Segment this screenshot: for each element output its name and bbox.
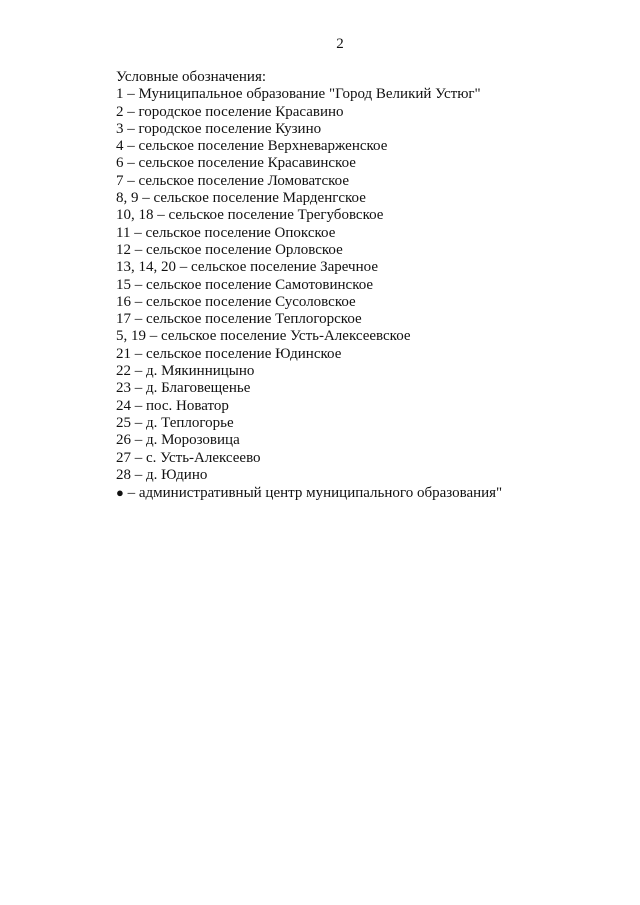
legend-item: 21 – сельское поселение Юдинское xyxy=(116,345,342,362)
legend-item: 13, 14, 20 – сельское поселение Заречное xyxy=(116,259,378,276)
legend-item: 23 – д. Благовещенье xyxy=(116,380,251,397)
bullet-icon: ● xyxy=(116,485,124,501)
legend-item: 6 – сельское поселение Красавинское xyxy=(116,155,356,172)
legend-item: 27 – с. Усть-Алексеево xyxy=(116,449,261,466)
legend-item: 15 – сельское поселение Самотовинское xyxy=(116,276,374,293)
legend-item: 17 – сельское поселение Теплогорское xyxy=(116,311,362,328)
legend-item: 16 – сельское поселение Сусоловское xyxy=(116,293,356,310)
legend-item: 26 – д. Морозовица xyxy=(116,432,240,449)
legend-item: 11 – сельское поселение Опокское xyxy=(116,224,336,241)
legend-item-admin-center xyxy=(116,484,616,502)
legend-item: 24 – пос. Новатор xyxy=(116,397,229,414)
legend-item: 3 – городское поселение Кузино xyxy=(116,120,322,137)
legend xyxy=(116,69,616,502)
legend-item: 12 – сельское поселение Орловское xyxy=(116,241,343,258)
legend-item: 7 – сельское поселение Ломоватское xyxy=(116,172,350,189)
legend-item: 28 – д. Юдино xyxy=(116,466,208,483)
page-number: 2 xyxy=(336,36,344,52)
legend-item: 22 – д. Мякинницыно xyxy=(116,363,255,380)
legend-item: 2 – городское поселение Красавино xyxy=(116,103,344,120)
legend-title: Условные обозначения: xyxy=(116,69,267,85)
legend-item: 5, 19 – сельское поселение Усть-Алексеевское xyxy=(116,328,411,345)
legend-item: 8, 9 – сельское поселение Марденгское xyxy=(116,190,366,207)
legend-item: 25 – д. Теплогорье xyxy=(116,414,234,431)
legend-list xyxy=(116,86,616,502)
legend-item: 4 – сельское поселение Верхневарженское xyxy=(116,138,388,155)
legend-item: 10, 18 – сельское поселение Трегубовское xyxy=(116,207,384,224)
legend-item: 1 – Муниципальное образование "Город Великий Устюг" xyxy=(116,86,481,103)
admin-center-label: – административный центр муниципального образования" xyxy=(123,485,503,502)
